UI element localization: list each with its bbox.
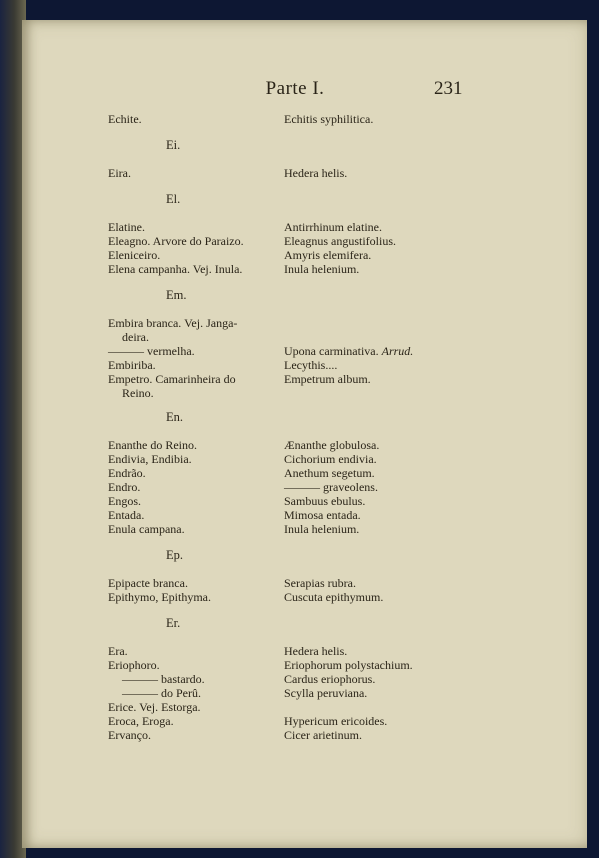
latin-name: Eleagnus angustifolius. bbox=[284, 234, 396, 248]
portuguese-name: Eleagno. Arvore do Paraizo. bbox=[108, 234, 244, 248]
latin-name: Cichorium endivia. bbox=[284, 452, 377, 466]
portuguese-name: Enula campana. bbox=[108, 522, 185, 536]
latin-name: Upona carminativa. Arrud. bbox=[284, 344, 414, 358]
portuguese-name: Endivia, Endibia. bbox=[108, 452, 192, 466]
latin-name: Hypericum ericoides. bbox=[284, 714, 388, 728]
portuguese-name: Eira. bbox=[108, 166, 131, 180]
latin-name: Inula helenium. bbox=[284, 262, 360, 276]
latin-name: Hedera helis. bbox=[284, 644, 348, 658]
latin-name: ——— graveolens. bbox=[284, 480, 378, 494]
portuguese-name: Eleniceiro. bbox=[108, 248, 161, 262]
author-abbreviation: Arrud. bbox=[381, 344, 414, 358]
portuguese-name: Endro. bbox=[108, 480, 141, 494]
latin-name: Hedera helis. bbox=[284, 166, 348, 180]
latin-name: Cardus eriophorus. bbox=[284, 672, 376, 686]
latin-name: Scylla peruviana. bbox=[284, 686, 368, 700]
latin-name: Anethum segetum. bbox=[284, 466, 375, 480]
latin-name: Mimosa entada. bbox=[284, 508, 361, 522]
latin-name: Amyris elemifera. bbox=[284, 248, 372, 262]
latin-name: Empetrum album. bbox=[284, 372, 371, 386]
page-title: Parte I. bbox=[265, 78, 325, 99]
portuguese-name-continuation: deira. bbox=[122, 330, 149, 344]
portuguese-name: Embira branca. Vej. Janga- bbox=[108, 316, 238, 330]
latin-name: Echitis syphilitica. bbox=[284, 112, 374, 126]
portuguese-name: Enanthe do Reino. bbox=[108, 438, 197, 452]
portuguese-name: Eroca, Eroga. bbox=[108, 714, 174, 728]
portuguese-name: ——— do Perû. bbox=[122, 686, 201, 700]
book-page: Parte I. 231 Echite. Echitis syphilitica. Ei. Eira. Hedera helis. El. Elatine. Antirrhinum elatine. Eleagno. Arvore do Paraizo. Eleagnus angustifolius. Eleniceiro. Amyris elemifera. Elena campanha. Vej. Inula. Inula helenium. Em. Embira branca. Vej. Janga- deira. ——— vermelha. Upona carminativa. Arrud. Embiriba. Lecythis.... Empetro. Camarinheira do Empetrum album. Reino. En. Enanthe do Reino. Ænanthe globulosa. Endivia, Endibia. Cichorium endivia. Endrão. Anethum segetum. Endro. ——— graveolens. Engos. Sambuus ebulus. Entada. Mimosa entada. Enula campana. Inula helenium. Ep. Epipacte branca. Serapias rubra. Epithymo, Epithyma. Cuscuta epithymum. Er. Era. Hedera helis. Eriophoro. Eriophorum polystachium. ——— bastardo. Cardus eriophorus. ——— do Perû. Scylla peruviana. Erice. Vej. Estorga. Eroca, Eroga. Hypericum ericoides. Ervanço. Cicer arietinum. bbox=[22, 20, 587, 848]
page-number: 231 bbox=[434, 78, 463, 99]
portuguese-name: Echite. bbox=[108, 112, 142, 126]
portuguese-name: Eriophoro. bbox=[108, 658, 160, 672]
portuguese-name: Endrão. bbox=[108, 466, 146, 480]
portuguese-name: ——— bastardo. bbox=[122, 672, 205, 686]
latin-name: Lecythis.... bbox=[284, 358, 338, 372]
portuguese-name: Epithymo, Epithyma. bbox=[108, 590, 211, 604]
portuguese-name: Epipacte branca. bbox=[108, 576, 188, 590]
latin-name: Cicer arietinum. bbox=[284, 728, 362, 742]
portuguese-name: Ervanço. bbox=[108, 728, 151, 742]
latin-name: Eriophorum polystachium. bbox=[284, 658, 413, 672]
latin-name: Antirrhinum elatine. bbox=[284, 220, 382, 234]
latin-name: Serapias rubra. bbox=[284, 576, 356, 590]
latin-name: Cuscuta epithymum. bbox=[284, 590, 384, 604]
portuguese-name: Era. bbox=[108, 644, 128, 658]
portuguese-name-continuation: Reino. bbox=[122, 386, 154, 400]
portuguese-name: Empetro. Camarinheira do bbox=[108, 372, 236, 386]
portuguese-name: Elatine. bbox=[108, 220, 145, 234]
portuguese-name: Erice. Vej. Estorga. bbox=[108, 700, 201, 714]
portuguese-name: Embiriba. bbox=[108, 358, 156, 372]
portuguese-name: Engos. bbox=[108, 494, 141, 508]
portuguese-name: Elena campanha. Vej. Inula. bbox=[108, 262, 243, 276]
portuguese-name: Entada. bbox=[108, 508, 145, 522]
latin-name: Sambuus ebulus. bbox=[284, 494, 366, 508]
latin-name: Inula helenium. bbox=[284, 522, 360, 536]
portuguese-name: ——— vermelha. bbox=[108, 344, 195, 358]
page-header bbox=[22, 78, 587, 108]
latin-name: Ænanthe globulosa. bbox=[284, 438, 380, 452]
